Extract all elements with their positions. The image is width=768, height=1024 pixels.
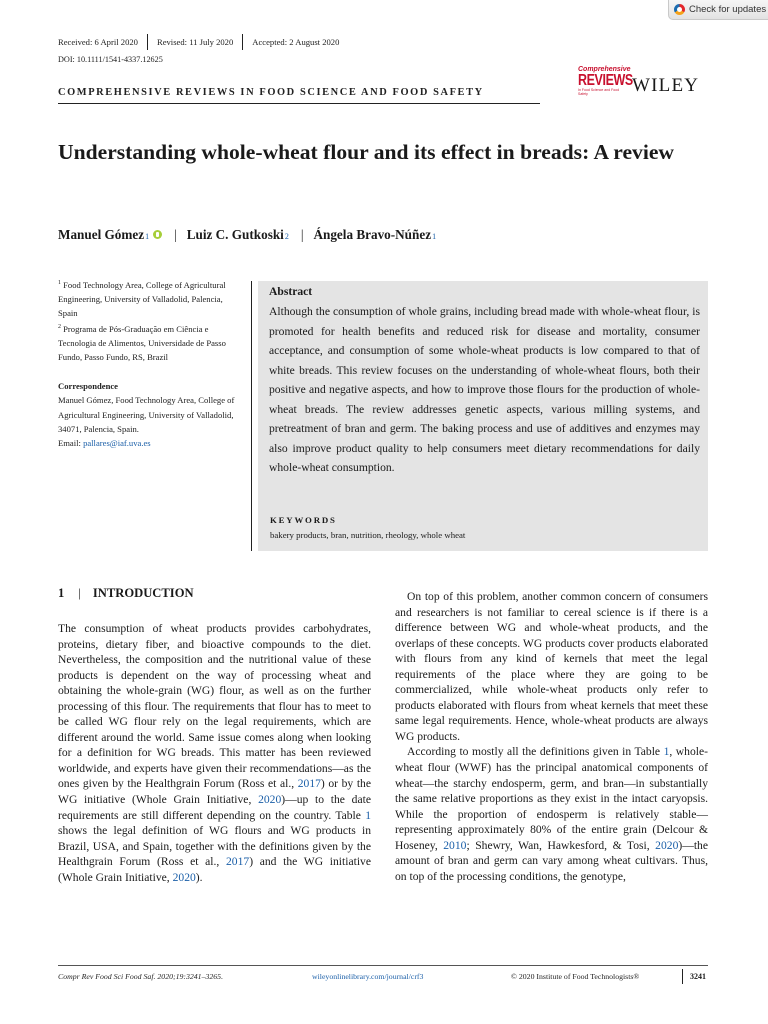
body-paragraph xyxy=(58,621,371,885)
citation-link[interactable]: 2020 xyxy=(655,838,679,852)
body-text: shows the legal definition of WG flours and WG products in Brazil, USA, and Spain, together with the definitions given by the Healthgrain Forum (Ross et al., xyxy=(58,824,371,869)
table-link[interactable]: 1 xyxy=(365,808,371,822)
date-divider xyxy=(242,34,243,50)
body-column-right xyxy=(395,589,708,884)
affiliation-text: Programa de Pós-Graduação em Ciência e Tecnologia de Alimentos, Universidade de Passo Fundo, Passo Fundo, RS, Brazil xyxy=(58,323,226,363)
journal-logo xyxy=(578,66,633,96)
article-title: Understanding whole-wheat flour and its effect in breads: A review xyxy=(58,140,675,164)
page-number: 3241 xyxy=(690,972,706,981)
body-text: The consumption of wheat products provides carbohydrates, proteins, dietary fiber, and bioactive compounds to the diet. Nevertheless, the composition and the nutritional value of these products is dependent on the way of processing wheat and obtaining the whole-grain (WG) flour, as well as on the further processing of this flour. The requirements that flour has to meet to be called WG flour rely on the legal requirements, which are different around the world. Same issue comes along when looking for a definition for WG breads. This matter has been reviewed worldwide, and experts have given their recommendations—as the ones given by the Healthgrain Forum (Ross et al., xyxy=(58,622,371,791)
date-divider xyxy=(147,34,148,50)
body-text: )—the amount of bran and germ can vary among wheat cultivars. Thus, on top of the processing conditions, the genotype, xyxy=(395,838,708,883)
body-text: According to mostly all the definitions given in Table xyxy=(407,745,664,759)
footer-separator xyxy=(682,969,683,984)
email-link[interactable]: pallares@iaf.uva.es xyxy=(83,438,151,449)
doi[interactable]: DOI: 10.1111/1541-4337.12625 xyxy=(58,55,163,64)
affiliation-mark: 2 xyxy=(58,324,61,330)
correspondence-text: Manuel Gómez, Food Technology Area, College of Agricultural Engineering, University of Valladolid, 34071, Palencia, Spain. xyxy=(58,395,235,434)
author-name[interactable]: Manuel Gómez xyxy=(58,227,145,242)
body-text: , whole-wheat flour (WWF) has the principal anatomical components of wheat—the starchy endosperm, germ, and bran—in substantially the same relative proportions as they exist in the intact caryopsis. While the proportion of endosperm is relatively stable—representing approximately 80% of the entire grain (Delcour & Hoseney, xyxy=(395,745,708,852)
affiliation-mark: 1 xyxy=(58,280,61,286)
logo-line-2: REVIEWS xyxy=(578,72,633,89)
citation-link[interactable]: 2020 xyxy=(172,870,196,884)
table-link[interactable]: 1 xyxy=(663,745,670,759)
journal-name: COMPREHENSIVE REVIEWS IN FOOD SCIENCE AND FOOD SAFETY xyxy=(58,87,484,98)
abstract-rule xyxy=(251,281,252,551)
section-heading xyxy=(58,586,194,601)
email-label: Email: xyxy=(58,438,84,449)
body-column-left xyxy=(58,621,371,885)
footer-rule xyxy=(58,965,708,966)
body-text: ). xyxy=(195,870,203,884)
received-date: Received: 6 April 2020 xyxy=(58,37,138,47)
check-for-updates-label: Check for updates xyxy=(689,4,767,15)
author-name[interactable]: Luiz C. Gutkoski xyxy=(186,227,284,242)
affiliation-2 xyxy=(58,320,238,365)
citation-link[interactable]: 2010 xyxy=(443,838,467,852)
author-list xyxy=(58,227,436,243)
correspondence-email xyxy=(58,436,238,450)
citation-link[interactable]: 2017 xyxy=(297,777,321,791)
accepted-date: Accepted: 2 August 2020 xyxy=(252,37,340,47)
author-name[interactable]: Ángela Bravo-Núñez xyxy=(313,227,432,242)
header-rule xyxy=(58,103,540,104)
citation-link[interactable]: 2020 xyxy=(258,793,282,807)
section-separator: | xyxy=(78,586,81,600)
author-affiliation-mark[interactable]: 1 xyxy=(145,232,150,241)
publisher-logo: WILEY xyxy=(632,75,700,96)
body-paragraph xyxy=(395,744,708,884)
correspondence-heading: Correspondence xyxy=(58,381,118,391)
body-paragraph: On top of this problem, another common concern of consumers and researchers is not familiar to cereal science is if there is a difference between WG and whole-wheat products, and the overlaps of these concepts. WG products cover products elaborated with flours from any kind of kernels that meet the legal requirements of the place where they are going to be commercialized, while whole-wheat products only refer to products elaborated with flours from wheat kernels that meet these same legal requirements. Hence, whole-wheat products are always WG products. xyxy=(395,590,708,743)
author-affiliation-mark[interactable]: 1 xyxy=(432,232,437,241)
keywords-list: bakery products, bran, nutrition, rheology, whole wheat xyxy=(270,530,466,540)
footer-copyright: © 2020 Institute of Food Technologists® xyxy=(511,972,640,981)
section-number: 1 xyxy=(58,586,65,600)
author-separator: | xyxy=(174,227,177,242)
logo-line-1: Comprehensive xyxy=(578,66,631,73)
abstract-text: Although the consumption of whole grains, including bread made with whole-wheat flour, is promoted for health benefits and reduced risk for disease and mortality, consumer acceptance, and consumption of some whole-wheat products is low compared to that of white breads. This review focuses on the understanding of whole-wheat flours, both their positive and negative aspects, and how to improve those flours for the production of whole-wheat breads. The review addresses genetic aspects, various milling systems, and pretreatment of bran and germ. The baking process and use of additives and enzymes may also improve product quality to help consumers meet dietary recommendations for daily whole-wheat consumption. xyxy=(269,305,700,474)
affiliation-1 xyxy=(58,276,238,321)
section-title: INTRODUCTION xyxy=(92,586,194,600)
citation-link[interactable]: 2017 xyxy=(226,855,250,869)
revised-date: Revised: 11 July 2020 xyxy=(156,37,234,47)
footer-citation: Compr Rev Food Sci Food Saf. 2020;19:3241–3265. xyxy=(58,972,224,981)
article-dates xyxy=(58,34,339,50)
body-text: ; Shewry, Wan, Hawkesford, & Tosi, xyxy=(466,838,656,852)
logo-line-3: In Food Science and Food Safety xyxy=(578,88,620,96)
body-text: ) and the WG initiative (Whole Grain Initiative, xyxy=(58,855,371,884)
correspondence xyxy=(58,379,238,450)
orcid-icon[interactable] xyxy=(153,230,162,239)
check-for-updates-button[interactable] xyxy=(668,0,768,20)
author-separator: | xyxy=(300,227,304,242)
author-affiliation-mark[interactable]: 2 xyxy=(284,232,289,241)
crossmark-icon xyxy=(674,4,685,15)
body-text: )—up to the date requirements are still different depending on the country. Table xyxy=(58,793,371,822)
keywords-heading: KEYWORDS xyxy=(270,515,337,525)
abstract-heading: Abstract xyxy=(269,285,313,298)
body-text: ) or by the WG initiative (Whole Grain Initiative, xyxy=(58,777,371,807)
affiliation-text: Food Technology Area, College of Agricultural Engineering, University of Valladolid, Palencia, Spain xyxy=(58,279,226,319)
footer-journal-link[interactable]: wileyonlinelibrary.com/journal/crf3 xyxy=(312,972,424,981)
